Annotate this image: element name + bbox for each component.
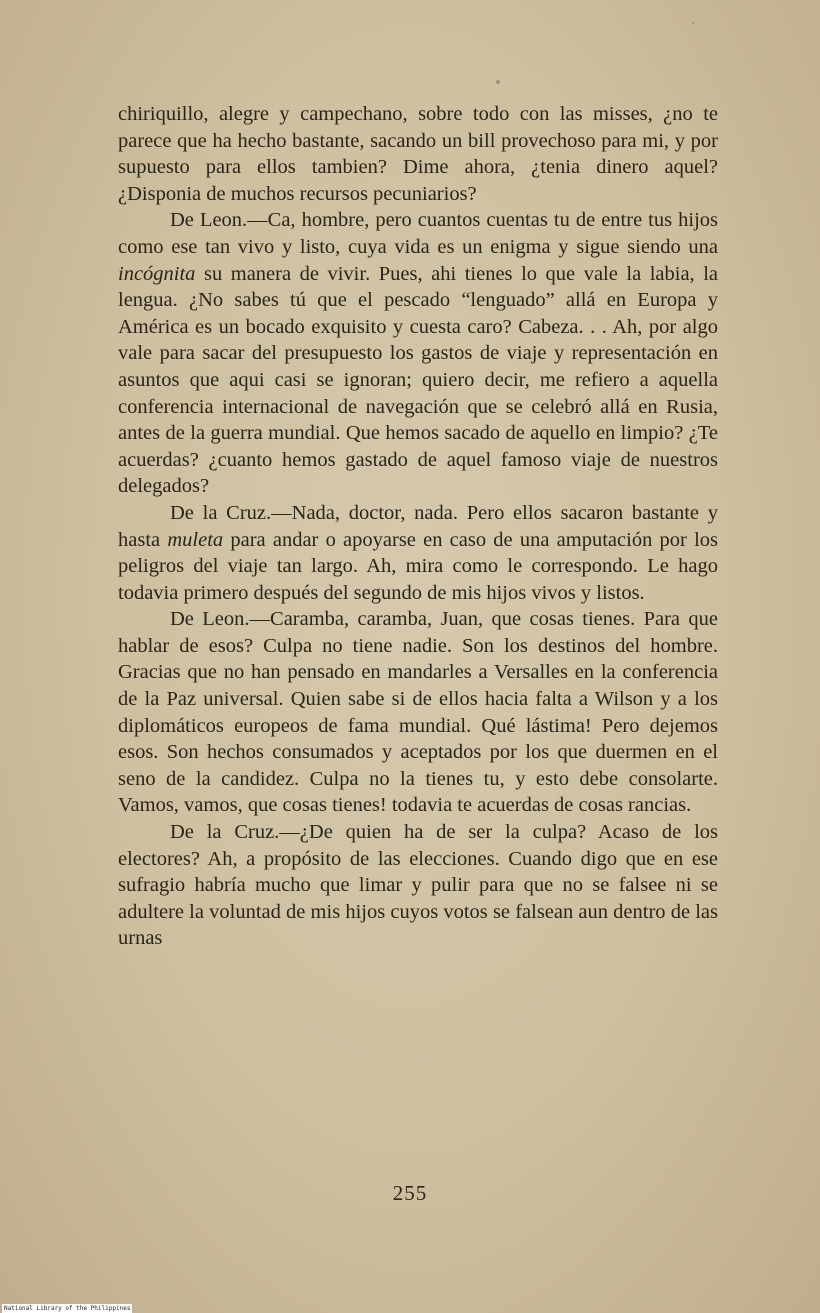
text-run: De Leon.—Caramba, caramba, Juan, que cosas tienes. Para que hablar de esos? Culpa no tiene nadie. Son los destinos del hombre. Gracias que no han pensado en mandarles a Versalles en la conferencia de la Paz universal. Quien sabe si de ellos hacia falta a Wilson y a los diplomáticos europeos de fama mundial. Qué lástima! Pero dejemos esos. Son hechos consumados y aceptados por los que duermen en el seno de la candidez. Culpa no la tienes tu, y esto debe consolarte. Vamos, vamos, que cosas tienes! todavia te acuerdas de cosas rancias. <box>118 608 718 817</box>
paragraph <box>118 819 718 952</box>
text-run: De Leon.—Ca, hombre, pero cuantos cuentas tu de entre tus hijos como ese tan vivo y listo, cuya vida es un enigma y sigue siendo una <box>118 209 718 258</box>
paper-speck <box>496 80 500 84</box>
text-run: De la Cruz.—Nada, doctor, nada. Pero ellos sacaron bastante y hasta <box>118 501 718 551</box>
body-text <box>118 101 718 952</box>
text-run: chiriquillo, alegre y campechano, sobre todo con las misses, ¿no te parece que ha hecho bastante, sacando un bill provechoso para mi, y por supuesto para ellos tambien? Dime ahora, ¿tenia dinero aquel? ¿Disponia de muchos recursos pecuniarios? <box>118 103 718 205</box>
paragraph <box>118 500 718 606</box>
library-credit: National Library of the Philippines <box>4 1305 131 1312</box>
text-run: su manera de vivir. Pues, ahi tienes lo que vale la labia, la lengua. ¿No sabes tú que el pescado “lenguado” allá en Europa y América es un bocado exquisito y cuesta caro? Cabeza. . . Ah, por algo vale para sacar del presupuesto los gastos de viaje y representación en asuntos que aqui casi se ignoran; quiero decir, me refiero a aquella conferencia internacional de navegación que se celebró allá en Rusia, antes de la guerra mundial. Que hemos sacado de aquello en limpio? ¿Te acuerdas? ¿cuanto hemos gastado de aquel famoso viaje de nuestros delegados? <box>118 262 718 498</box>
paragraph <box>118 101 718 207</box>
italic-text: incógnita <box>118 262 196 285</box>
text-run: para andar o apoyarse en caso de una amputación por los peligros del viaje tan largo. Ah, mira como le correspondo. Le hago todavia primero después del segundo de mis hijos vivos y listos. <box>118 528 718 604</box>
paper-speck <box>692 22 694 24</box>
italic-text: muleta <box>167 528 224 551</box>
paragraph <box>118 207 718 500</box>
paragraph <box>118 606 718 819</box>
text-run: De la Cruz.—¿De quien ha de ser la culpa? Acaso de los electores? Ah, a propósito de las elecciones. Cuando digo que en ese sufragio habría mucho que limar y pulir para que no se falsee ni se adultere la voluntad de mis hijos cuyos votos se falsean aun dentro de las urnas <box>118 821 718 950</box>
page-number: 255 <box>392 1181 428 1205</box>
